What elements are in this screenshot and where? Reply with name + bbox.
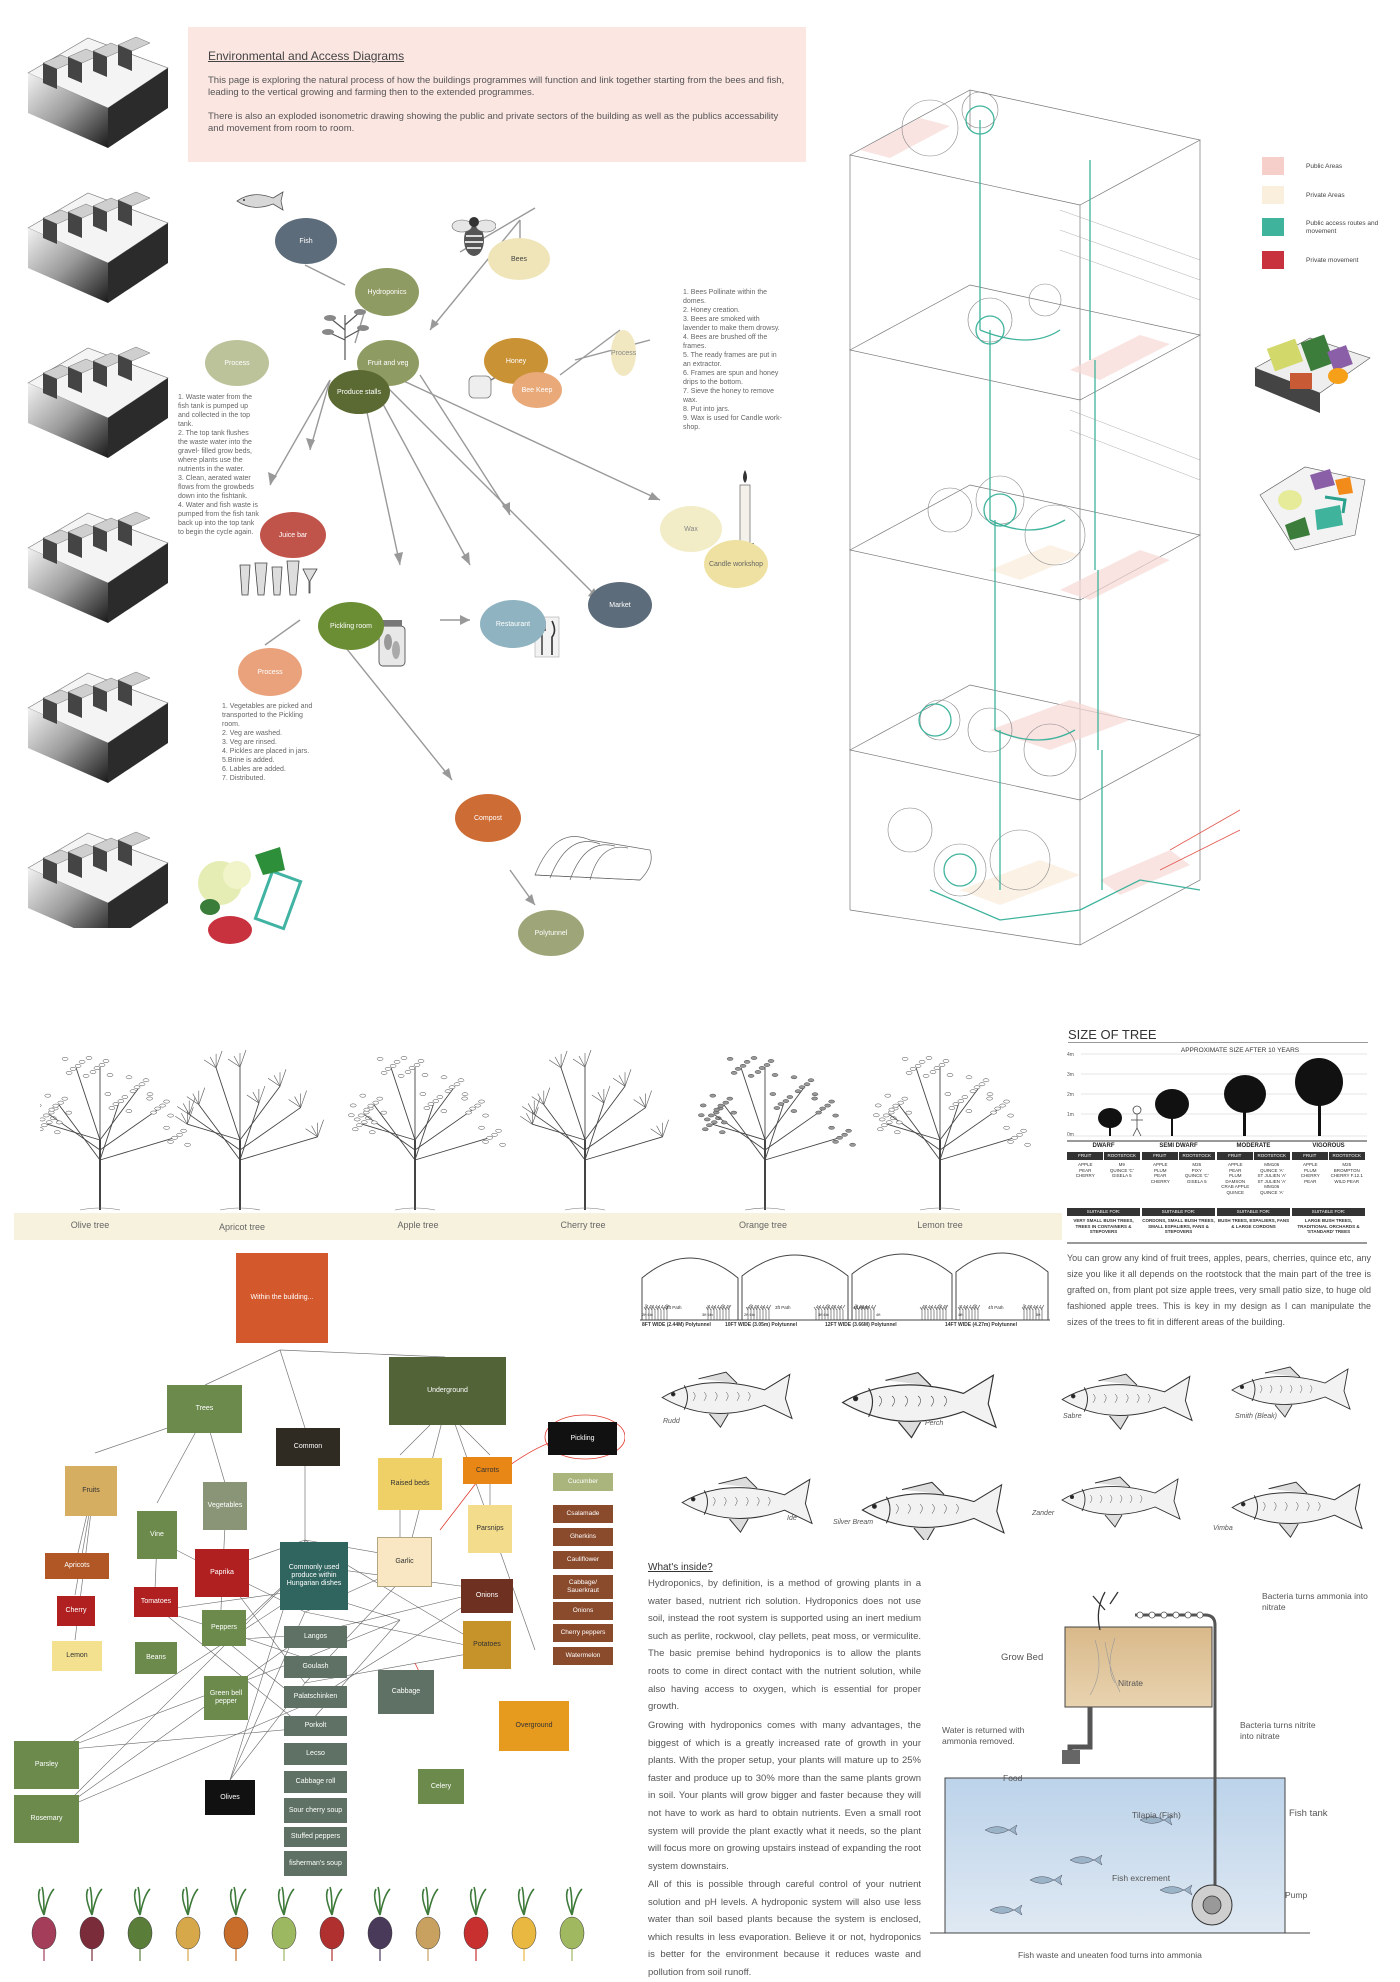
polytunnel-label-12ft: 12FT WIDE (3.66M) Polytunnel	[825, 1322, 897, 1328]
massing-thumbnail	[28, 347, 168, 458]
fish-sketch	[1062, 1477, 1180, 1527]
column-rootstock-header: ROOTSTOCK	[1179, 1152, 1216, 1160]
column-rootstock-header: ROOTSTOCK	[1254, 1152, 1291, 1160]
polytunnel-label-14ft: 14FT WIDE (4.27m) Polytunnel	[945, 1322, 1017, 1328]
aqua-label-pump: Pump	[1285, 1890, 1308, 1900]
column-suitable-text: LARGE BUSH TREES, TRADITIONAL ORCHARDS & 'STANDARD' TREES	[1297, 1218, 1360, 1234]
polytunnel-bed-5: 4ft	[876, 1312, 881, 1317]
pickle-item: Onions	[553, 1602, 613, 1620]
size-of-tree-rule	[1068, 1042, 1368, 1043]
fish-sketch	[843, 1373, 996, 1438]
bee-cycle-notes: 1. Bees Pollinate within the domes. 2. Honey creation. 3. Bees are smoked with lavender to make them drowsy. 4. Bees are brushed off the frames. 5. The ready frames are put in an extractor. 6. Frames are spun and honey drips to the bottom. 7. Sieve the honey to remove wax. 8. Put into jars. 9. Wax is used for Candle work-shop.	[683, 289, 782, 431]
produce-cabbage: Cabbage	[378, 1670, 434, 1714]
tree-sketch	[175, 1050, 323, 1210]
vegetable-illustration	[416, 1887, 440, 1961]
produce-parsley: Parsley	[14, 1741, 79, 1789]
tree-label-lemon: Lemon tree	[917, 1220, 963, 1230]
pickle-item: Cucumber	[553, 1473, 613, 1491]
column-rootstock-list: MM106 QUINCE 'A' ST JULIEN 'A' ST JULIEN 'A' MM106 QUINCE 'A'	[1257, 1162, 1286, 1195]
size-of-tree-column	[1217, 1142, 1290, 1242]
flow-node-fruit-veg: Fruit and veg	[357, 340, 419, 386]
veg-cycle-notes: 1. Vegetables are picked and transported to the Pickling room. 2. Veg are washed. 3. Veg are rinsed. 4. Pickles are placed in jars. 5.Brine is added. 6. Lables are added. 7. Distributed.	[222, 703, 313, 782]
vegetable-illustration	[80, 1887, 104, 1961]
massing-color-study-2	[1255, 455, 1380, 560]
aqua-label-food: Food	[1003, 1773, 1023, 1783]
intro-panel	[188, 27, 806, 162]
column-fruit-list: APPLE PEAR CHERRY	[1075, 1162, 1095, 1178]
drinks-sketch-icon	[235, 555, 325, 600]
column-suitable-text: BUSH TREES, ESPALIERS, FANS & LARGE CORDONS	[1217, 1218, 1290, 1229]
vegetable-illustration	[32, 1887, 56, 1961]
column-suitable-header: SUITABLE FOR:	[1142, 1208, 1215, 1216]
vegetable-illustration	[560, 1887, 584, 1961]
fish-label-rudd: Rudd	[663, 1418, 680, 1425]
dish-item: Langos	[284, 1626, 347, 1648]
polytunnel-bed-row	[640, 1312, 1050, 1320]
vegetable-illustration	[368, 1887, 392, 1961]
vegetable-illustration	[464, 1887, 488, 1961]
column-suitable-header: SUITABLE FOR:	[1217, 1208, 1290, 1216]
hydroponics-heading: What's inside?	[648, 1562, 713, 1573]
size-of-tree-title: SIZE OF TREE	[1068, 1027, 1157, 1042]
aqua-label-fish-tank: Fish tank	[1289, 1808, 1328, 1819]
scale-label-2m: 2m	[1067, 1092, 1074, 1098]
legend-label-public: Public Areas	[1306, 163, 1343, 170]
pickle-item: Csalamade	[553, 1505, 613, 1523]
size-of-tree-silhouettes	[1067, 1052, 1367, 1140]
intro-title: Environmental and Access Diagrams	[208, 49, 405, 63]
produce-raised-beds: Raised beds	[378, 1458, 442, 1510]
vegetable-illustration	[224, 1887, 248, 1961]
produce-potatoes: Potatoes	[463, 1621, 511, 1669]
tree-sketch	[348, 1056, 505, 1210]
legend-swatch-private-movement	[1262, 251, 1284, 269]
vegetable-illustration	[320, 1887, 344, 1961]
aqua-caption: Fish waste and uneaten food turns into ammonia	[1018, 1950, 1202, 1960]
massing-thumbnails	[18, 28, 178, 928]
size-of-tree-table	[1067, 1140, 1367, 1244]
column-suitable-header: SUITABLE FOR:	[1292, 1208, 1365, 1216]
dish-item: Lecso	[284, 1743, 347, 1765]
produce-underground: Underground	[389, 1357, 506, 1425]
produce-overground: Overground	[499, 1701, 569, 1751]
fish-label-zander: Zander	[1032, 1510, 1055, 1517]
flow-node-pickling-room: Pickling room	[318, 602, 384, 650]
flow-node-honey: Honey	[484, 338, 548, 384]
fish-sketch	[1062, 1374, 1192, 1429]
flow-node-market: Market	[588, 582, 652, 628]
size-of-tree-column	[1292, 1142, 1365, 1242]
produce-tomatoes: Tomatoes	[134, 1587, 178, 1617]
column-name: DWARF	[1092, 1143, 1115, 1149]
massing-thumbnail	[28, 832, 168, 928]
produce-cherry: Cherry	[57, 1596, 95, 1626]
dish-item: Porkolt	[284, 1716, 347, 1736]
hydroponics-paragraph-2: Growing with hydroponics comes with many advantages, the biggest of which is a greatly increased rate of growth in your plants. With the proper setup, your plants will mature up to 25% faster and produce up to 30% more than the same plants grown in soil. Your plants will grow bigger and faster because they will not have to work as hard to obtain nutrients. Even a small root system will provide the plant exactly what it needs, so the plant will focus more on growing upstairs instead of expanding the root system downstairs.	[648, 1720, 922, 1872]
flow-node-juice-bar: Juice bar	[260, 512, 326, 558]
legend-label-public-access: Public access routes and movement	[1306, 220, 1379, 235]
connector-line	[60, 1658, 305, 1750]
scale-label-3m: 3m	[1067, 1072, 1074, 1078]
exploded-isometric-drawing	[840, 30, 1240, 980]
tree-sketches	[40, 1030, 1060, 1215]
flow-node-bee-keep: Bee Keep	[512, 372, 562, 408]
aqua-label-nitrate: Nitrate	[1118, 1678, 1144, 1688]
tree-sketch	[520, 1050, 668, 1210]
polytunnel-label-8ft: 8FT WIDE (2.44M) Polytunnel	[642, 1322, 711, 1328]
polytunnel-bed-2: 3ft 6in	[702, 1312, 713, 1317]
flow-node-process-bottom: Process	[238, 648, 302, 696]
flow-node-process-left: Process	[205, 340, 269, 386]
legend-swatch-public	[1262, 157, 1284, 175]
bee-keep-sketch-icon	[185, 845, 320, 955]
tree-label-orange: Orange tree	[738, 1220, 788, 1230]
column-rootstock-list: M9 QUINCE 'C' GISELA 5	[1109, 1162, 1134, 1178]
massing-color-study-1	[1250, 318, 1380, 423]
flow-node-compost: Compost	[455, 794, 521, 842]
aqua-label-bacteria-1: Bacteria turns ammonia into nitrate	[1262, 1591, 1368, 1612]
aquaponics-diagram	[930, 1580, 1310, 1970]
produce-common-desc: Commonly used produce within Hungarian dishes	[280, 1542, 348, 1610]
produce-green-bell-pepper: Green bell pepper	[204, 1676, 248, 1720]
size-of-tree-column	[1067, 1142, 1140, 1242]
column-fruit-list: APPLE PEAR PLUM DAMSON CRAB APPLE QUINCE	[1221, 1162, 1250, 1195]
size-of-tree-column	[1142, 1142, 1215, 1242]
pickle-item: Watermelon	[553, 1647, 613, 1665]
column-fruit-list: APPLE PLUM PEAR CHERRY	[1150, 1162, 1170, 1184]
pickle-item: Cauliflower	[553, 1551, 613, 1569]
fish-sketch	[682, 1477, 812, 1532]
hydroponics-paragraph-3: All of this is possible through careful control of your nutrient solution and pH levels. A hydroponic system will also use less water than soil based plants because the system is enclosed, which results in less evaporation. Believe it or not, hydroponics is better for the environment because it reduces waste and pollution from soil runoff.	[648, 1879, 921, 1978]
fish-label-sabre: Sabre	[1063, 1413, 1082, 1420]
fish-sketch-icon	[235, 190, 285, 212]
column-suitable-text: VERY SMALL BUSH TREES, TREES IN CONTAINERS & STEPOVERS	[1073, 1218, 1134, 1234]
fish-sketch	[1232, 1367, 1350, 1417]
fish-label-ide: Ide	[787, 1515, 797, 1522]
massing-thumbnail	[28, 672, 168, 783]
legend-label-private-movement: Private movement	[1306, 257, 1359, 264]
column-fruit-header: FRUIT	[1067, 1152, 1103, 1160]
produce-vine: Vine	[137, 1511, 177, 1559]
fish-label-vimba: Vimba	[1213, 1525, 1233, 1532]
hydroponics-paragraph-1: Hydroponics, by definition, is a method of growing plants in a water based, nutrient rich solution. Hydroponics does not use soil, instead the root system is supported using an inert medium such as perlite, rockwool, clay pellets, peat moss, or vermiculite. The basic premise behind hydroponics is to allow the plants roots to come in direct contact with the nutrient solution, while also having access to oxygen, which is essential for proper growth.	[648, 1578, 921, 1713]
dish-item: Goulash	[284, 1656, 347, 1678]
column-fruit-header: FRUIT	[1142, 1152, 1178, 1160]
flow-node-fish: Fish	[275, 218, 337, 264]
column-suitable-text: CORDONS, SMALL BUSH TREES, SMALL ESPALIERS, FANS & STEPOVERS	[1142, 1218, 1215, 1234]
tree-sketch	[873, 1056, 1030, 1210]
flow-node-hydroponics: Hydroponics	[355, 268, 419, 316]
flow-node-candle-workshop: Candle workshop	[704, 540, 768, 588]
polytunnel-bed-1: 2ft 6in	[642, 1312, 653, 1317]
legend-label-private: Private Areas	[1306, 192, 1345, 199]
column-name: VIGOROUS	[1312, 1143, 1345, 1149]
dish-item: Sour cherry soup	[284, 1798, 347, 1823]
size-of-tree-description: You can grow any kind of fruit trees, apples, pears, cherries, quince etc, any size you like it all depends on the rootstock that the main part of the tree is grafted on, from plant pot size apple trees, very small patio size, to huge old fashioned apple trees. This is key in my design as I can manipulate the sizes of the trees to fit in different areas of the building.	[1067, 1253, 1371, 1327]
fish-label-perch: Perch	[925, 1420, 944, 1427]
column-rootstock-header: ROOTSTOCK	[1104, 1152, 1141, 1160]
column-suitable-header: SUITABLE FOR:	[1067, 1208, 1140, 1216]
produce-root: Within the building...	[236, 1253, 328, 1343]
scale-label-4m: 4m	[1067, 1052, 1074, 1058]
aqua-label-fish-excrement: Fish excrement	[1112, 1873, 1171, 1883]
aqua-label-water-returned: Water is returned with ammonia removed.	[942, 1725, 1025, 1746]
produce-carrots: Carrots	[463, 1457, 512, 1484]
column-rootstock-header: ROOTSTOCK	[1329, 1152, 1366, 1160]
tree-sketch	[40, 1056, 191, 1210]
produce-olives: Olives	[205, 1780, 255, 1815]
vegetable-illustration	[512, 1887, 536, 1961]
tree-sketch	[698, 1056, 855, 1210]
fish-sketches	[640, 1350, 1380, 1540]
legend-swatch-private	[1262, 186, 1284, 204]
polytunnel-bed-3: 2ft 6in	[744, 1312, 755, 1317]
dish-item: Cabbage roll	[284, 1771, 347, 1793]
fish-label-silver-bream: Silver Bream	[833, 1519, 874, 1526]
legend-swatch-public-access	[1262, 218, 1284, 236]
flow-node-produce-stalls: Produce stalls	[328, 370, 390, 414]
aqua-label-grow-bed: Grow Bed	[1001, 1652, 1044, 1663]
massing-thumbnail	[28, 37, 168, 148]
pickle-item: Gherkins	[553, 1528, 613, 1546]
column-fruit-header: FRUIT	[1292, 1152, 1328, 1160]
connector-line	[60, 1565, 305, 1810]
scale-label-1m: 1m	[1067, 1112, 1074, 1118]
produce-peppers: Peppers	[202, 1610, 246, 1646]
produce-garlic: Garlic	[377, 1537, 432, 1587]
polytunnel-bed-4: 3ft 6in	[818, 1312, 829, 1317]
dish-item: Stuffed peppers	[284, 1827, 347, 1847]
polytunnel-sketch-icon	[530, 820, 660, 890]
column-rootstock-list: M25 BROMPTON CHERRY F.12.1 WILD PEAR	[1330, 1162, 1363, 1184]
produce-celery: Celery	[418, 1769, 464, 1804]
produce-parsnips: Parsnips	[468, 1505, 512, 1553]
pickle-item: Cherry peppers	[553, 1624, 613, 1642]
polytunnel-label-row	[640, 1322, 1050, 1332]
flow-node-bees: Bees	[488, 238, 550, 280]
polytunnel-bed-7: 5ft	[1036, 1312, 1041, 1317]
fish-label-smith-bleak: Smith (Bleak)	[1235, 1413, 1278, 1420]
column-fruit-list: APPLE PLUM CHERRY PEAR	[1300, 1162, 1320, 1184]
flow-node-wax: Wax	[660, 506, 722, 552]
intro-paragraph-2: There is also an exploded isonometric drawing showing the public and private sectors of the building as well as the publics accessability and movement from room to room.	[208, 111, 779, 134]
produce-rosemary: Rosemary	[14, 1795, 79, 1843]
polytunnel-label-10ft: 10FT WIDE (3.05m) Polytunnel	[725, 1322, 797, 1328]
column-rootstock-list: M26 PIXY QUINCE 'C' GISELA 5	[1184, 1162, 1209, 1184]
fish-cycle-notes: 1. Waste water from the fish tank is pumped up and collected in the top tank. 2. The top tank flushes the waste water into the gravel- filled grow beds, where plants use the nutrients in the water. 3. Clean, aerated water flows from the growbeds down into the fishtank. 4. Water and fish waste is pumped from the fish tank back up into the top tank to begin the cycle again.	[178, 394, 259, 536]
candle-icon	[730, 465, 760, 550]
produce-apricots: Apricots	[45, 1553, 109, 1579]
column-name: MODERATE	[1236, 1143, 1271, 1149]
aqua-label-tilapia: Tilapia (Fish)	[1132, 1810, 1181, 1820]
aqua-label-bacteria-2: Bacteria turns nitrite into nitrate	[1240, 1720, 1316, 1741]
produce-pickling: Pickling	[548, 1422, 617, 1455]
flow-node-polytunnel: Polytunnel	[518, 910, 584, 956]
produce-paprika: Paprika	[195, 1549, 249, 1597]
tree-label-cherry: Cherry tree	[560, 1220, 606, 1230]
fish-sketch	[1232, 1482, 1362, 1537]
connector-line	[60, 1728, 305, 1750]
vegetable-illustration	[128, 1887, 152, 1961]
massing-thumbnail	[28, 512, 168, 623]
produce-common: Common	[276, 1428, 340, 1466]
tree-label-olive: Olive tree	[70, 1220, 110, 1230]
polytunnel-path-1: 3ft Path	[666, 1305, 682, 1310]
fish-sketch	[862, 1482, 1004, 1540]
produce-beans: Beans	[135, 1642, 177, 1674]
vegetable-illustration	[176, 1887, 200, 1961]
produce-vegetables: Vegetables	[203, 1482, 247, 1530]
connector-line	[60, 1705, 305, 1810]
vegetable-illustrations	[20, 1885, 620, 1965]
produce-onions: Onions	[461, 1579, 513, 1613]
dish-item: Palatschinken	[284, 1686, 347, 1708]
column-fruit-header: FRUIT	[1217, 1152, 1253, 1160]
dish-item: fisherman's soup	[284, 1851, 347, 1876]
tree-label-apple: Apple tree	[397, 1220, 439, 1230]
polytunnel-bed-6: 4ft	[958, 1312, 963, 1317]
column-name: SEMI DWARF	[1159, 1143, 1198, 1149]
polytunnel-path-4: 4ft Path	[988, 1305, 1004, 1310]
flow-node-restaurant: Restaurant	[480, 600, 546, 648]
intro-paragraph-1: This page is exploring the natural process of how the buildings programmes will function and link together starting from the bees and fish, leading to the vertical growing and farming then to the extended programmes.	[208, 75, 785, 98]
produce-lemon: Lemon	[52, 1641, 102, 1671]
size-of-tree-subtitle: APPROXIMATE SIZE AFTER 10 YEARS	[1180, 1047, 1300, 1054]
scale-label-0m: 0m	[1067, 1132, 1074, 1138]
polytunnel-path-3: 4ft Path	[853, 1305, 869, 1310]
fish-sketch	[662, 1372, 792, 1427]
massing-thumbnail	[28, 192, 168, 303]
polytunnel-path-2: 3ft Path	[775, 1305, 791, 1310]
flow-node-process-right: Process	[611, 330, 636, 376]
produce-fruits: Fruits	[65, 1466, 117, 1516]
produce-trees: Trees	[167, 1385, 242, 1433]
tree-label-apricot: Apricot tree	[218, 1222, 266, 1232]
pickle-item: Cabbage/ Sauerkraut	[553, 1575, 613, 1599]
vegetable-illustration	[272, 1887, 296, 1961]
